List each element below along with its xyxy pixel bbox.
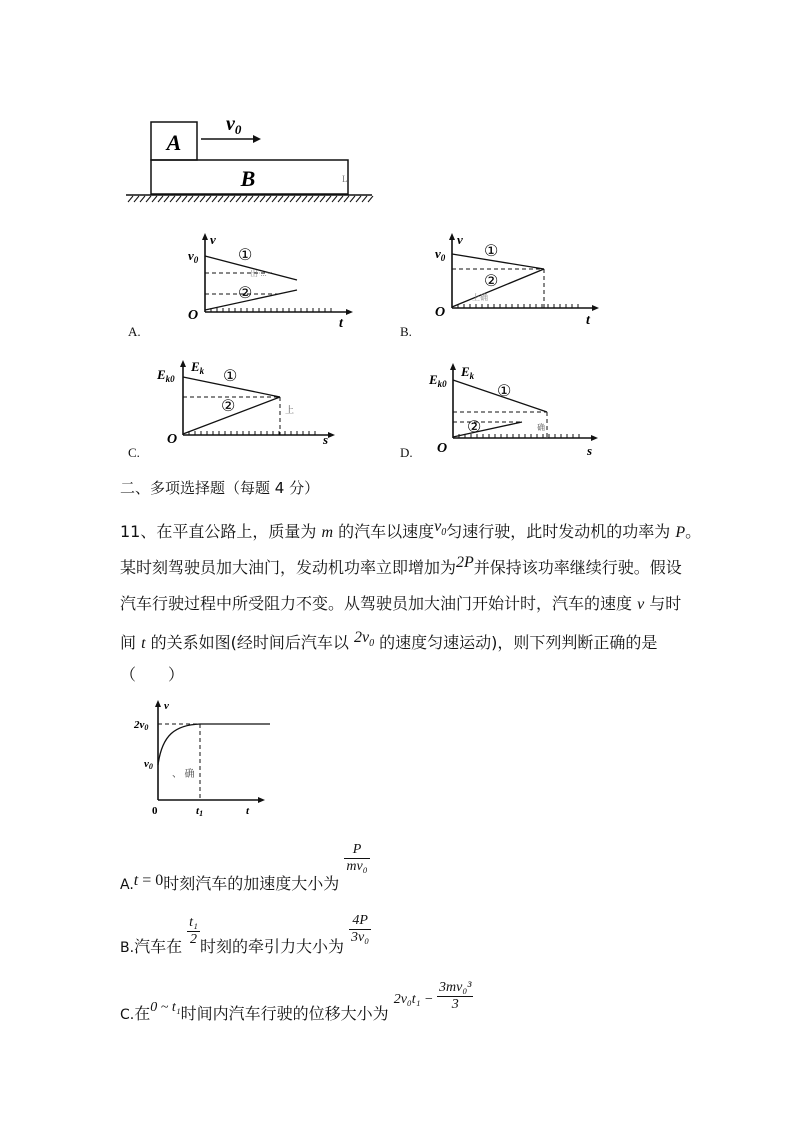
graph-b-ticks bbox=[458, 304, 578, 308]
option-c-label: C. bbox=[128, 445, 140, 460]
graph-c-y0: $E_{k0}$ bbox=[157, 367, 175, 384]
graph-a-label-1: ① bbox=[238, 247, 253, 264]
graph-c-scan-mark: 上 bbox=[285, 405, 295, 415]
graph-d bbox=[427, 360, 607, 460]
choice-b: B.汽车在 $\frac{\text{t₁}}{2}$ 时刻的牵引力大小为 $\frac{4P}{\text{3v₀}}$ bbox=[120, 913, 370, 956]
vt-curve bbox=[158, 724, 270, 765]
graph-b-y-axis: v bbox=[457, 232, 463, 247]
graph-b-origin: O bbox=[435, 305, 446, 320]
graph-d-x-axis: s bbox=[587, 443, 593, 458]
option-d-label: D. bbox=[400, 445, 413, 460]
scan-mark: L bbox=[342, 174, 348, 184]
graph-c-y-axis: $E_k$ bbox=[191, 359, 205, 376]
graph-d-label-2: ② bbox=[467, 419, 482, 436]
graph-d-y0: $E_{k0}$ bbox=[429, 372, 447, 389]
question-line-2: 某时刻驾驶员加大油门，发动机功率立即增加为2P并保持该功率继续行驶。假设 bbox=[120, 554, 682, 577]
vt-t1: t1 bbox=[196, 805, 204, 818]
graph-c-origin: O bbox=[167, 432, 178, 447]
vt-y-axis: v bbox=[164, 700, 169, 712]
block-figure bbox=[120, 110, 380, 210]
graph-c-label-1: ① bbox=[223, 368, 238, 385]
graph-a-y0: $v_0$ bbox=[188, 248, 199, 265]
block-b-label: B bbox=[240, 166, 256, 191]
graph-a-label-2: ② bbox=[238, 285, 253, 302]
graph-a-scan-mark: 出·...· bbox=[250, 269, 270, 278]
vt-scan-mark: 、 确 bbox=[172, 769, 195, 780]
graph-d-label-1: ① bbox=[497, 383, 512, 400]
graph-a-ticks bbox=[211, 308, 331, 312]
graph-b-y0: $v_0$ bbox=[435, 246, 446, 263]
vt-mid-label: v0 bbox=[144, 758, 153, 771]
vt-x-axis: t bbox=[246, 805, 250, 817]
graph-c-x-axis: s bbox=[323, 432, 329, 447]
graph-d-origin: O bbox=[437, 441, 448, 456]
vt-origin: 0 bbox=[152, 805, 158, 817]
graph-b bbox=[432, 230, 612, 330]
question-line-4: 间 t 的关系如图(经时间后汽车以 $2v_0$ 的速度匀速运动)，则下列判断正确的是 bbox=[120, 629, 658, 652]
question-line-5: （ ） bbox=[120, 665, 185, 684]
question-line-3: 汽车行驶过程中所受阻力不变。从驾驶员加大油门开始计时，汽车的速度 v 与时 bbox=[120, 594, 682, 613]
question-line-1: 11、在平直公路上，质量为 m 的汽车以速度$v_0$匀速行驶，此时发动机的功率为 P。 bbox=[120, 518, 702, 541]
vt-top-label: 2v0 bbox=[134, 719, 149, 732]
graph-c-label-2: ② bbox=[221, 398, 236, 415]
graph-a-y-axis: v bbox=[210, 232, 216, 247]
graph-d-curve-2 bbox=[453, 422, 522, 437]
section-heading: 二、多项选择题（每题 4 分） bbox=[120, 479, 320, 497]
graph-d-scan-mark: 确 bbox=[537, 423, 545, 432]
ground-hatch bbox=[128, 196, 373, 202]
option-a-label: A. bbox=[128, 324, 141, 339]
option-b-label: B. bbox=[400, 324, 412, 339]
block-a-label: A bbox=[166, 130, 182, 155]
choice-a: A.t = 0时刻汽车的加速度大小为 $\frac{P}{\text{mv₀}}$ bbox=[120, 842, 368, 893]
graph-d-y-axis: $E_k$ bbox=[461, 364, 475, 381]
velocity-label: $v_0$ bbox=[226, 113, 242, 137]
graph-b-label-1: ① bbox=[484, 243, 499, 260]
graph-b-label-2: ② bbox=[484, 273, 499, 290]
choice-c: C.在0 ~ t₁时间内汽车行驶的位移大小为 2v₀t₁ − $\frac{\text{3mv₀³}}{3}$ bbox=[120, 980, 472, 1023]
graph-a bbox=[180, 230, 360, 330]
vt-graph bbox=[130, 695, 270, 820]
graph-a-x-axis: t bbox=[339, 316, 343, 330]
velocity-arrow-head bbox=[253, 135, 261, 143]
graph-b-x-axis: t bbox=[586, 313, 590, 328]
graph-b-scan-mark: 上确 bbox=[472, 293, 488, 302]
graph-c bbox=[155, 355, 345, 455]
graph-a-origin: O bbox=[188, 308, 199, 323]
